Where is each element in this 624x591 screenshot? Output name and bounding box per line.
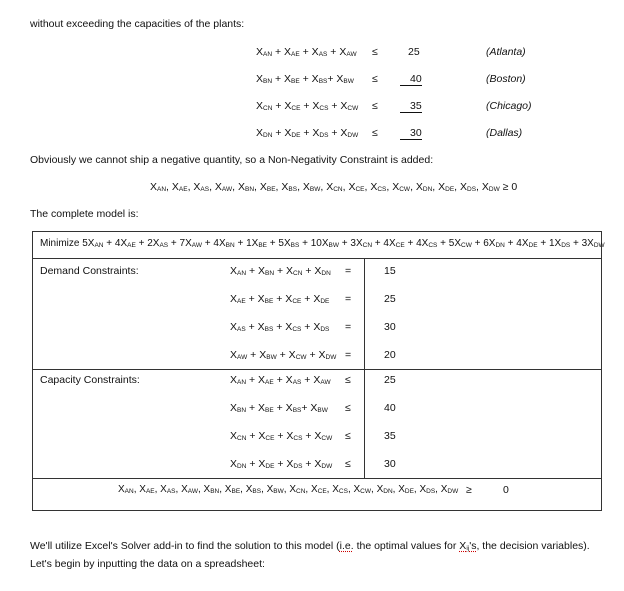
plant-name: (Dallas) [486, 127, 523, 139]
capacity-lhs: $X_{AN} + X_{AE} + X_{AS} + X_{AW}$ [230, 374, 331, 386]
constraint-lhs: $X_{BN} + X_{BE} + X_{BS}+ X_{BW}$ [256, 73, 354, 85]
capacity-rhs: 40 [384, 402, 396, 414]
constraint-lhs: $X_{DN} + X_{DE} + X_{DS} + X_{DW}$ [256, 127, 359, 139]
demand-rhs: 15 [384, 265, 396, 277]
table-nonneg-rhs: 0 [503, 484, 509, 496]
capacity-lhs: $X_{DN} + X_{DE} + X_{DS} + X_{DW}$ [230, 458, 333, 470]
constraint-op: ≤ [372, 73, 378, 85]
capacity-op: ≤ [345, 402, 351, 414]
capacity-lhs: $X_{BN} + X_{BE} + X_{BS}+ X_{BW}$ [230, 402, 328, 414]
demand-rhs: 25 [384, 293, 396, 305]
demand-op: = [345, 293, 352, 305]
capacity-label: Capacity Constraints: [40, 374, 140, 386]
nonneg-constraint: $X_{AN}$, $X_{AE}$, $X_{AS}$, $X_{AW}$, $X_{BN}$, $X_{BE}$, $X_{BS}$, $X_{BW}$, $X_{CN}$, $X_{CE}$, $X_{CS}$, $X_{CW}$, $X_{DN}$, $X_{DE}$, $X_{DS}$, $X_{DW} \ge 0$ [150, 181, 518, 193]
demand-lhs: $X_{AN} + X_{BN} + X_{CN} + X_{DN}$ [230, 265, 331, 277]
model-heading: The complete model is: [30, 208, 139, 220]
plant-name: (Atlanta) [486, 46, 526, 58]
objective-function: Minimize $5X_{AN} + 4X_{AE} + 2X_{AS} + 7X_{AW} + 4X_{BN} + 1X_{BE} + 5X_{BS} + 10X_{BW} + 3X_{CN} + 4X_{CE} + 4X_{CS} + 5X_{CW} + 6X_{DN} + 4X_{DE} + 1X_{DS} + 3X_{DW}$ [40, 238, 605, 249]
capacity-rhs: 30 [384, 458, 396, 470]
column-divider [364, 258, 365, 478]
constraint-rhs: 25 [408, 46, 420, 58]
demand-op: = [345, 265, 352, 277]
constraint-op: ≤ [372, 46, 378, 58]
demand-label: Demand Constraints: [40, 265, 139, 277]
row-divider [32, 369, 602, 370]
capacity-op: ≤ [345, 374, 351, 386]
plant-name: (Boston) [486, 73, 526, 85]
demand-lhs: $X_{AE} + X_{BE} + X_{CE} + X_{DE}$ [230, 293, 330, 305]
demand-op: = [345, 321, 352, 333]
demand-op: = [345, 349, 352, 361]
capacity-lhs: $X_{CN} + X_{CE} + X_{CS} + X_{CW}$ [230, 430, 333, 442]
table-nonneg-op: ≥ [466, 484, 472, 496]
row-divider [32, 258, 602, 259]
plant-name: (Chicago) [486, 100, 532, 112]
capacity-op: ≤ [345, 458, 351, 470]
capacity-rhs: 25 [384, 374, 396, 386]
constraint-op: ≤ [372, 100, 378, 112]
capacity-rhs: 35 [384, 430, 396, 442]
constraint-rhs: 40 [400, 73, 422, 86]
constraint-lhs: $X_{AN} + X_{AE} + X_{AS} + X_{AW}$ [256, 46, 357, 58]
demand-lhs: $X_{AS} + X_{BS} + X_{CS} + X_{DS}$ [230, 321, 330, 333]
demand-rhs: 30 [384, 321, 396, 333]
constraint-lhs: $X_{CN} + X_{CE} + X_{CS} + X_{CW}$ [256, 100, 359, 112]
intro-text: without exceeding the capacities of the plants: [30, 18, 245, 30]
row-divider [32, 478, 602, 479]
constraint-rhs: 35 [400, 100, 422, 113]
demand-rhs: 20 [384, 349, 396, 361]
demand-lhs: $X_{AW} + X_{BW} + X_{CW} + X_{DW}$ [230, 349, 337, 361]
constraint-op: ≤ [372, 127, 378, 139]
table-nonneg-vars: $X_{AN}$, $X_{AE}$, $X_{AS}$, $X_{AW}$, $X_{BN}$, $X_{BE}$, $X_{BS}$, $X_{BW}$, $X_{CN}$, $X_{CE}$, $X_{CS}$, $X_{CW}$, $X_{DN}$, $X_{DE}$, $X_{DS}$, $X_{DW}$ [118, 484, 459, 495]
capacity-op: ≤ [345, 430, 351, 442]
nonneg-sentence: Obviously we cannot ship a negative quantity, so a Non-Negativity Constraint is added: [30, 154, 434, 166]
closing-paragraph: We'll utilize Excel's Solver add-in to find the solution to this model (i.e. the optimal values for $X_{ij}'s$, the decision variables). Let's begin by inputting the data on a spreadsheet: [30, 540, 590, 570]
constraint-rhs: 30 [400, 127, 422, 140]
